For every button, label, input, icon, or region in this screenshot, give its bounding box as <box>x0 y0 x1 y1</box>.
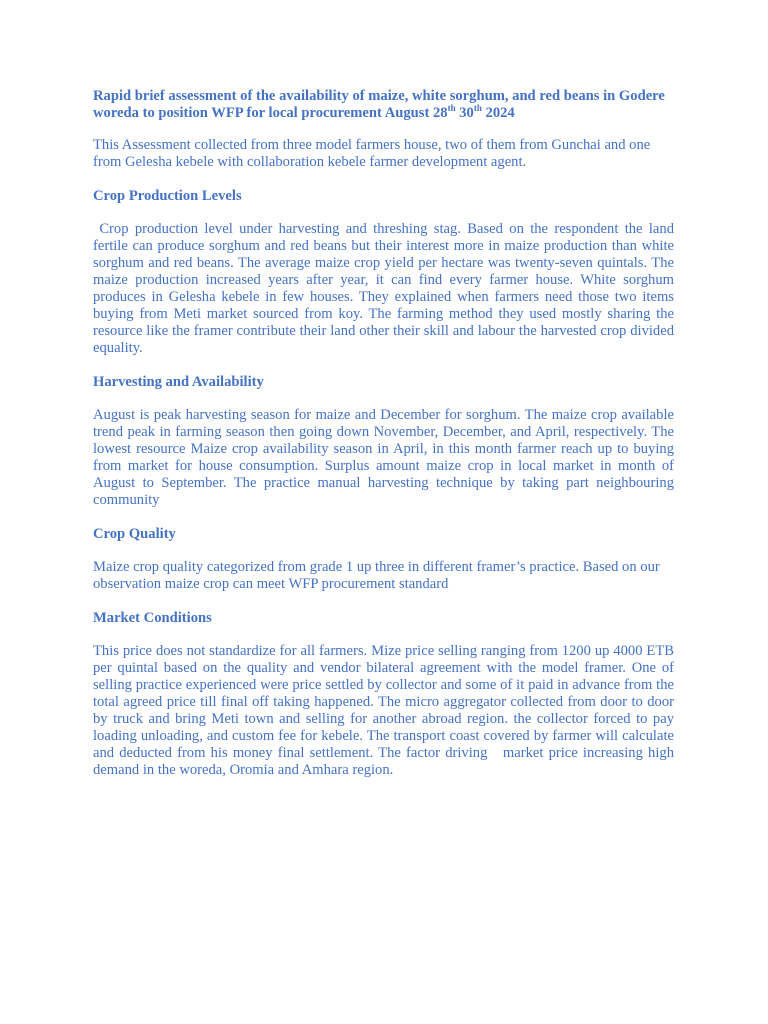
document-page <box>93 88 678 796</box>
section-harvesting-availability <box>93 374 674 509</box>
section-body: Crop production level under harvesting and threshing stag. Based on the respondent the land fertile can produce sorghum and red beans but their interest more in maize production than white sorghum and red beans. The average maize crop yield per hectare was twenty-seven quintals. The maize production increased years after year, it can find every farmer house. White sorghum produces in Gelesha kebele in few houses. They explained when farmers need those two items buying from Meti market sourced from koy. The farming method they used mostly sharing the resource like the framer contribute their land other their skill and labour the harvested crop divided equality. <box>93 221 678 356</box>
title-main-text: Rapid brief assessment of the availability of maize, white sorghum, and red beans in Godere woreda to position WFP for local procurement August 28 <box>93 88 665 121</box>
section-crop-quality <box>93 526 674 593</box>
section-crop-production <box>93 188 678 357</box>
section-market-conditions <box>93 610 678 779</box>
intro-paragraph: This Assessment collected from three model farmers house, two of them from Gunchai and one from Gelesha kebele with collaboration kebele farmer development agent. <box>93 137 651 170</box>
title-superscript-1: th <box>447 103 456 114</box>
section-heading: Harvesting and Availability <box>93 374 264 390</box>
section-heading: Crop Quality <box>93 526 176 542</box>
title-date-text: 30 <box>455 105 474 121</box>
section-body: August is peak harvesting season for maize and December for sorghum. The maize crop available trend peak in farming season then going down November, December, and April, respectively. The lowest resource Maize crop availability season in April, in this month farmer reach up to buying from market for house consumption. Surplus amount maize crop in local market in month of August to September. The practice manual harvesting technique by taking part neighbouring community <box>93 407 674 508</box>
section-heading: Market Conditions <box>93 610 212 626</box>
title-year-text: 2024 <box>481 105 515 121</box>
section-body: Maize crop quality categorized from grade 1 up three in different framer’s practice. Based on our observation maize crop can meet WFP procurement standard <box>93 559 660 592</box>
section-body: This price does not standardize for all farmers. Mize price selling ranging from 1200 up 4000 ETB per quintal based on the quality and vendor bilateral agreement with the model framer. One of selling practice experienced were price settled by collector and some of it paid in advance from the total agreed price till final off taking happened. The micro aggregator collected from door to door by truck and bring Meti town and selling for another abroad region. the collector forced to pay loading unloading, and custom fee for kebele. The transport coast covered by farmer will calculate and deducted from his money final settlement. The factor driving market price increasing high demand in the woreda, Oromia and Amhara region. <box>93 643 678 778</box>
document-title <box>93 88 674 122</box>
section-heading: Crop Production Levels <box>93 188 242 204</box>
title-superscript-2: th <box>473 103 482 114</box>
